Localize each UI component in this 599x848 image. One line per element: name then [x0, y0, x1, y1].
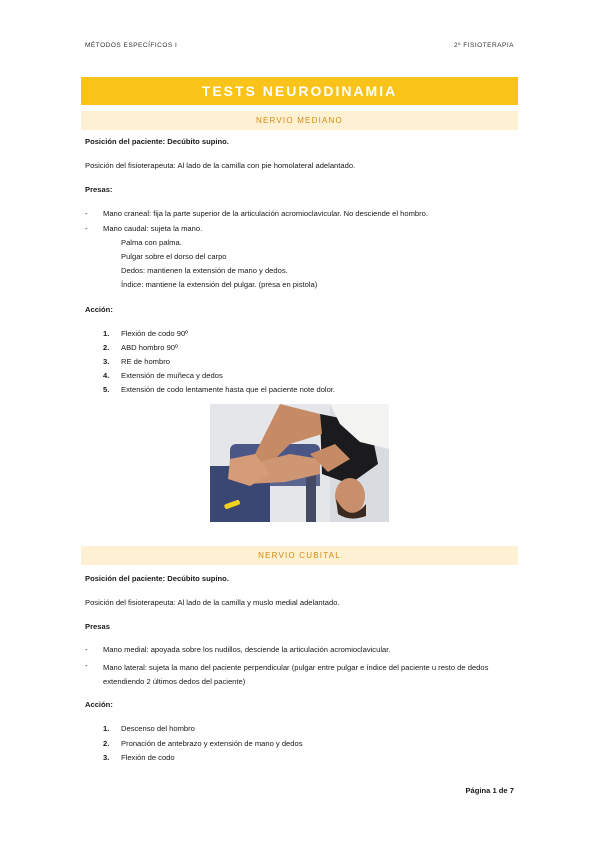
mediano-presas-label: Presas:	[85, 185, 113, 194]
mediano-sub-3: Dedos: mantienen la extensión de mano y dedos.	[121, 266, 288, 275]
cubital-accion-3: Flexión de codo	[121, 753, 175, 762]
page-title: TESTS NEURODINAMIA	[81, 77, 518, 105]
cubital-presa-1: Mano medial: apoyada sobre los nudillos, desciende la articulación acromioclavicular.	[103, 645, 391, 654]
section-heading-cubital: NERVIO CUBITAL	[81, 546, 518, 565]
mediano-presa-1: Mano craneal: fija la parte superior de la articulación acromioclavicular. No desciende el hombro.	[103, 209, 429, 218]
mediano-accion-4: Extensión de muñeca y dedos	[121, 371, 223, 380]
mediano-accion-2: ABD hombro 90º	[121, 343, 178, 352]
list-number: 4.	[103, 371, 110, 380]
bullet-dash: -	[85, 209, 88, 218]
mediano-presa-2: Mano caudal: sujeta la mano.	[103, 224, 203, 233]
list-number: 2.	[103, 739, 110, 748]
list-number: 1.	[103, 724, 110, 733]
mediano-accion-3: RE de hombro	[121, 357, 170, 366]
cubital-accion-2: Pronación de antebrazo y extensión de mano y dedos	[121, 739, 303, 748]
mediano-accion-label: Acción:	[85, 305, 113, 314]
cubital-accion-label: Acción:	[85, 700, 113, 709]
section-heading-mediano: NERVIO MEDIANO	[81, 111, 518, 130]
bullet-dash: -	[85, 645, 88, 654]
mediano-fisio: Posición del fisioterapeuta: Al lado de la camilla con pie homolateral adelantado.	[85, 161, 356, 170]
mediano-accion-5: Extensión de codo lentamente hasta que el paciente note dolor.	[121, 385, 336, 394]
list-number: 3.	[103, 753, 110, 762]
header-left: MÉTODOS ESPECÍFICOS I	[85, 42, 178, 49]
bullet-dash: -	[85, 661, 88, 670]
mediano-sub-4: Índice: mantiene la extensión del pulgar. (presa en pistola)	[121, 280, 318, 289]
bullet-dash: -	[85, 224, 88, 233]
cubital-presas-label: Presas	[85, 622, 110, 631]
test-photo	[210, 404, 389, 522]
list-number: 1.	[103, 329, 110, 338]
mediano-sub-1: Palma con palma.	[121, 238, 182, 247]
photo-illustration	[210, 404, 389, 522]
cubital-presa-2: Mano lateral: sujeta la mano del paciente perpendicular (pulgar entre pulgar e índice del paciente u resto de dedos extendiendo 2 últimos dedos del paciente)	[103, 663, 489, 686]
cubital-accion-1: Descenso del hombro	[121, 724, 195, 733]
cubital-fisio: Posición del fisioterapeuta: Al lado de la camilla y muslo medial adelantado.	[85, 598, 340, 607]
list-number: 5.	[103, 385, 110, 394]
mediano-sub-2: Pulgar sobre el dorso del carpo	[121, 252, 227, 261]
cubital-paciente: Posición del paciente: Decúbito supino.	[85, 574, 229, 583]
header-right: 2º FISIOTERAPIA	[453, 42, 514, 49]
mediano-paciente: Posición del paciente: Decúbito supino.	[85, 137, 229, 146]
list-number: 3.	[103, 357, 110, 366]
list-number: 2.	[103, 343, 110, 352]
page-number: Página 1 de 7	[465, 786, 514, 795]
mediano-accion-1: Flexión de codo 90º	[121, 329, 188, 338]
